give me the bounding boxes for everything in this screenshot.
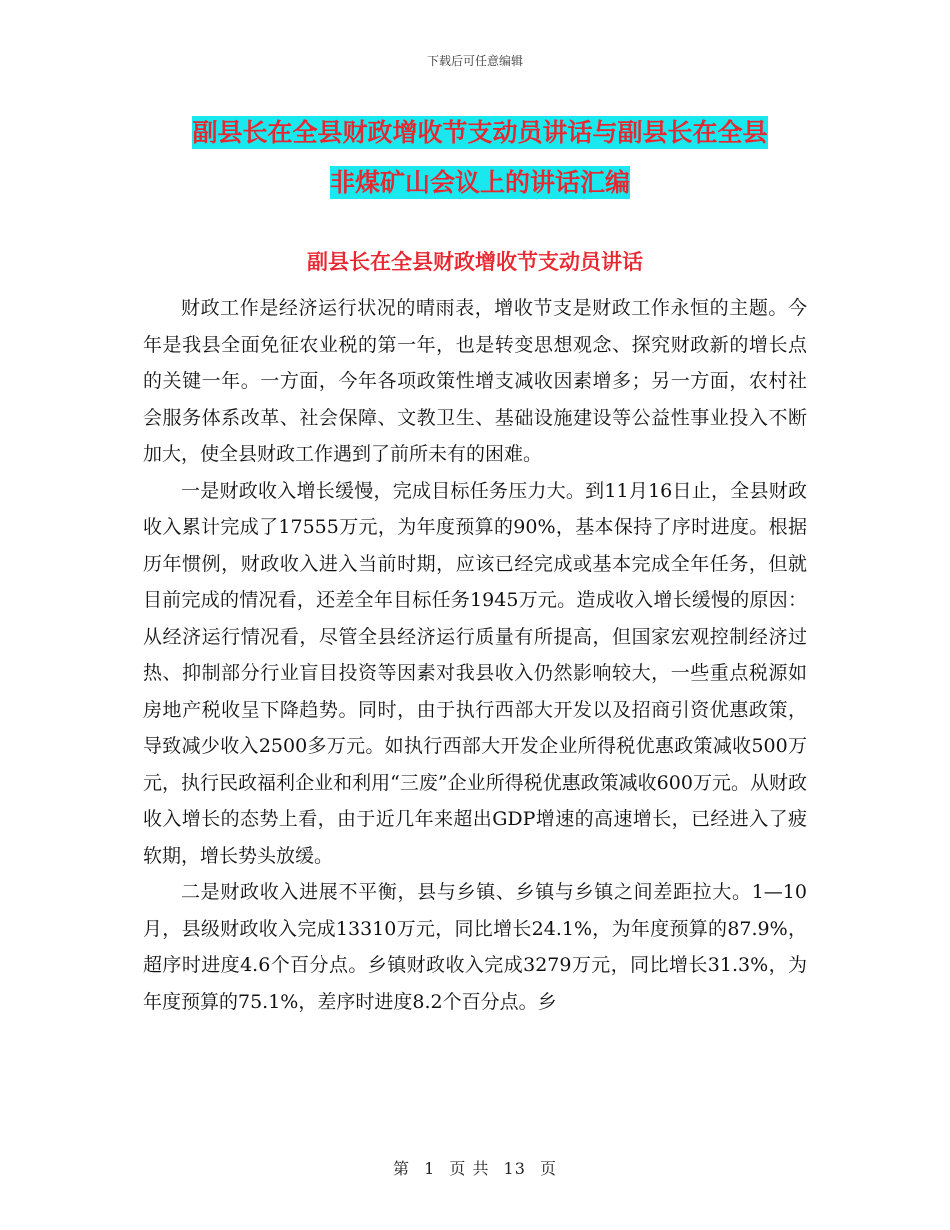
footer-suffix: 页 bbox=[540, 1159, 558, 1178]
paragraph: 财政工作是经济运行状况的晴雨表，增收节支是财政工作永恒的主题。今年是我县全面免征农业税的第一年，也是转变思想观念、探究财政新的增长点的关键一年。一方面，今年各项政策性增支减收因素增多；另一方面，农村社会服务体系改革、社会保障、文教卫生、基础设施建设等公益性事业投入不断加大，使全县财政工作遇到了前所未有的困难。 bbox=[143, 297, 807, 465]
document-title bbox=[140, 108, 820, 208]
total-pages-number: 13 bbox=[503, 1159, 526, 1178]
paragraph: 二是财政收入进展不平衡，县与乡镇、乡镇与乡镇之间差距拉大。1—10月，县级财政收入完成13310万元，同比增长24.1%，为年度预算的87.9%，超序时进度4.6个百分点。乡镇财政收入完成3279万元，同比增长31.3%，为年度预算的75.1%，差序时进度8.2个百分点。乡 bbox=[143, 881, 807, 1013]
header-note: 下载后可任意编辑 bbox=[426, 54, 523, 68]
title-line-1: 副县长在全县财政增收节支动员讲话与副县长在全县 bbox=[192, 118, 768, 147]
footer-mid: 页 共 bbox=[449, 1159, 490, 1178]
paragraph: 一是财政收入增长缓慢，完成目标任务压力大。到11月16日止，全县财政收入累计完成了17555万元，为年度预算的90%，基本保持了序时进度。根据历年惯例，财政收入进入当前时期，应该已经完成或基本完成全年任务，但就目前完成的情况看，还差全年目标任务1945万元。造成收入增长缓慢的原因：从经济运行情况看，尽管全县经济运行质量有所提高，但国家宏观控制经济过热、抑制部分行业盲目投资等因素对我县收入仍然影响较大，一些重点税源如房地产税收呈下降趋势。同时，由于执行西部大开发以及招商引资优惠政策，导致减少收入2500多万元。如执行西部大开发企业所得税优惠政策减收500万元，执行民政福利企业和利用“三废”企业所得税优惠政策减收600万元。从财政收入增长的态势上看，由于近几年来超出GDP增速的高速增长，已经进入了疲软期，增长势头放缓。 bbox=[143, 479, 807, 867]
current-page-number: 1 bbox=[424, 1159, 436, 1178]
footer-prefix: 第 bbox=[392, 1159, 410, 1178]
body-text bbox=[143, 290, 807, 1020]
page-footer bbox=[0, 1156, 950, 1179]
title-line-2: 非煤矿山会议上的讲话汇编 bbox=[329, 168, 630, 197]
section-title: 副县长在全县财政增收节支动员讲话 bbox=[307, 250, 643, 274]
